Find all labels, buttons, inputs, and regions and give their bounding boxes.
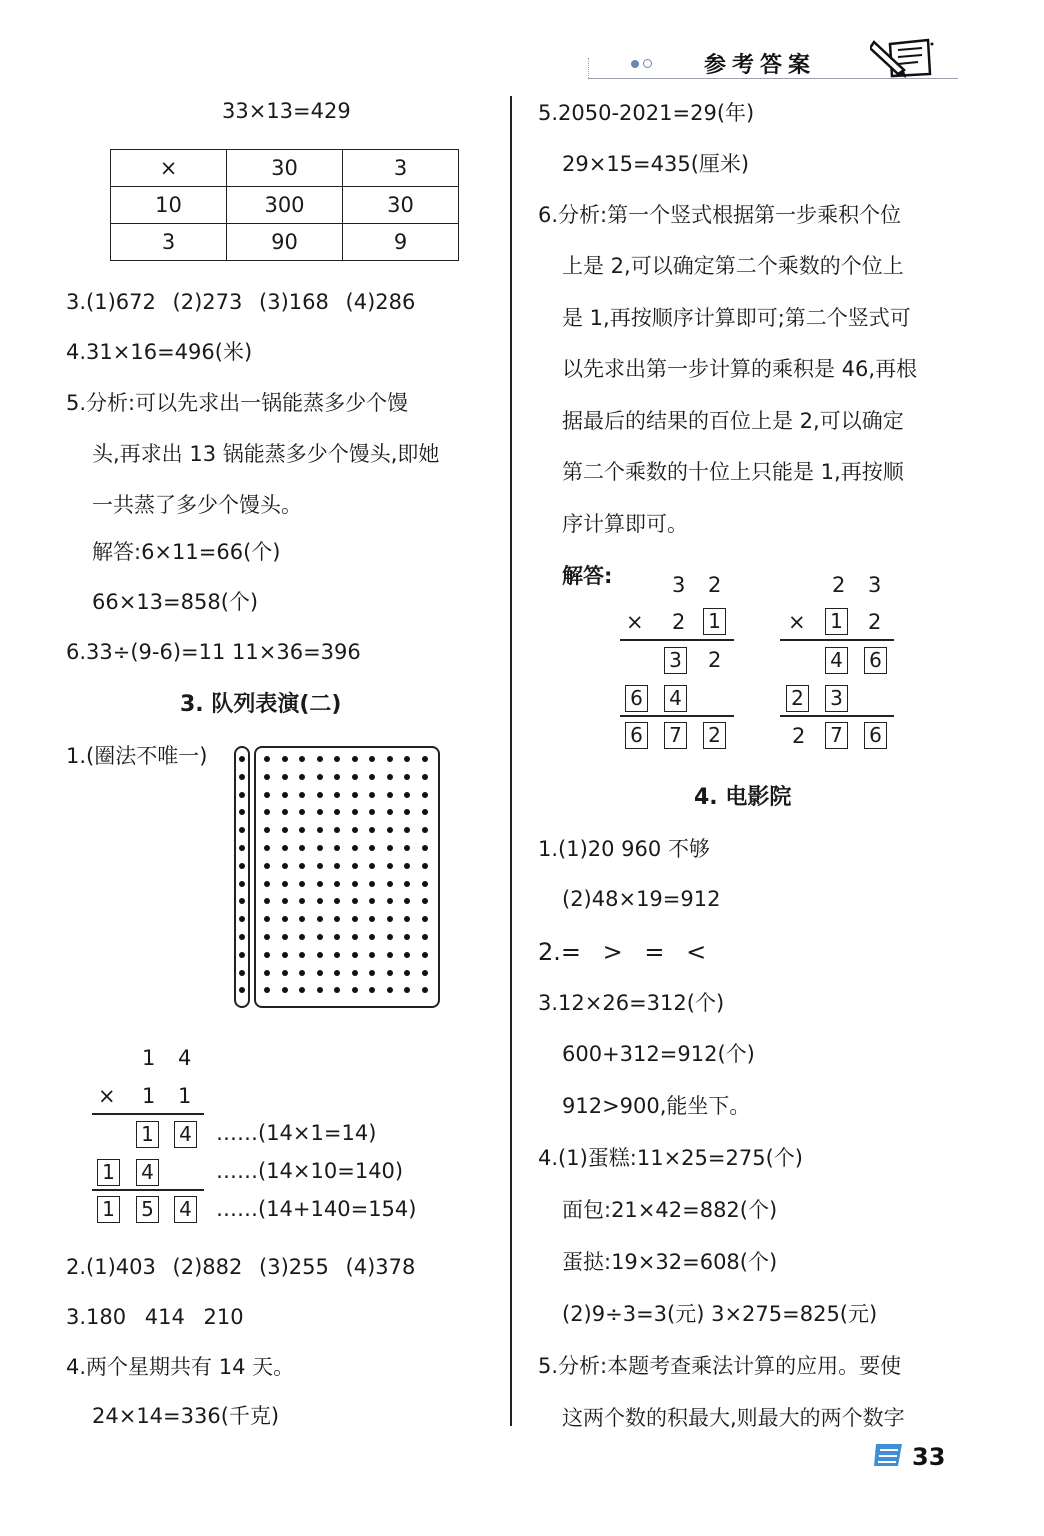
dot <box>369 970 375 976</box>
dot <box>404 916 410 922</box>
dot <box>334 863 340 869</box>
dot <box>369 809 375 815</box>
dot <box>239 827 245 833</box>
dot <box>387 756 393 762</box>
dot <box>369 845 375 851</box>
dot <box>264 827 270 833</box>
dot <box>404 881 410 887</box>
dot <box>239 845 245 851</box>
dot <box>299 916 305 922</box>
dot <box>334 987 340 993</box>
vm-box: 6 <box>864 722 887 749</box>
header-dot-ring <box>643 59 652 68</box>
table-cell: 3 <box>111 224 227 261</box>
dot <box>352 809 358 815</box>
analysis-line: 头,再求出 13 锅能蒸多少个馒头,即她 <box>92 442 440 466</box>
dot <box>387 987 393 993</box>
vm-digit: 1 <box>178 1084 192 1108</box>
vm-operator: × <box>626 610 644 634</box>
dot <box>369 898 375 904</box>
header-decoration <box>588 58 599 78</box>
dot <box>334 916 340 922</box>
dot <box>317 774 323 780</box>
vm-operator: × <box>98 1084 116 1108</box>
header-dot-filled <box>631 60 639 68</box>
dot <box>264 809 270 815</box>
dot <box>352 898 358 904</box>
dot <box>299 881 305 887</box>
dot <box>352 792 358 798</box>
dot <box>317 756 323 762</box>
pencil-notebook-icon <box>870 34 938 80</box>
dot <box>282 827 288 833</box>
dot <box>317 845 323 851</box>
dot <box>404 845 410 851</box>
answer-line: 600+312=912(个) <box>562 1042 755 1066</box>
analysis-line: 6.分析:第一个竖式根据第一步乘积个位 <box>538 203 902 227</box>
dot <box>334 774 340 780</box>
answer-line: (2)9÷3=3(元) 3×275=825(元) <box>562 1302 878 1326</box>
dot <box>352 881 358 887</box>
dot <box>282 881 288 887</box>
vm-digit: 2 <box>708 573 722 597</box>
dot <box>264 863 270 869</box>
solution-line: 66×13=858(个) <box>92 590 259 614</box>
answer-line: 5.2050-2021=29(年) <box>538 101 755 125</box>
answer-line: 3.180 414 210 <box>66 1305 244 1329</box>
dot <box>299 898 305 904</box>
dot <box>334 881 340 887</box>
dot <box>317 881 323 887</box>
vm-box: 3 <box>825 685 848 712</box>
table-cell: × <box>111 150 227 187</box>
dot <box>387 952 393 958</box>
vm-digit: 2 <box>832 573 846 597</box>
dot <box>239 756 245 762</box>
vm-box: 1 <box>97 1196 120 1223</box>
analysis-line: 第二个乘数的十位上只能是 1,再按顺 <box>562 460 904 484</box>
vm-box: 2 <box>703 722 726 749</box>
dot <box>239 952 245 958</box>
vm-note: ……(14+140=154) <box>216 1197 417 1221</box>
dot <box>299 863 305 869</box>
solution-label: 解答: <box>562 564 613 588</box>
vm-box: 4 <box>136 1159 159 1186</box>
dot <box>369 987 375 993</box>
vm-box: 1 <box>97 1159 120 1186</box>
vm-digit: 2 <box>672 610 686 634</box>
vm-note: ……(14×10=140) <box>216 1159 404 1183</box>
solution-line: 24×14=336(千克) <box>92 1404 280 1428</box>
vm-rule <box>620 639 734 641</box>
answer-line: 2.(1)403 (2)882 (3)255 (4)378 <box>66 1255 416 1279</box>
table-cell: 9 <box>343 224 459 261</box>
dot <box>404 934 410 940</box>
dot <box>387 916 393 922</box>
dot <box>334 827 340 833</box>
vm-digit: 2 <box>708 648 722 672</box>
dot <box>369 774 375 780</box>
section-title: 4. 电影院 <box>694 785 792 810</box>
dot <box>369 792 375 798</box>
dot <box>282 792 288 798</box>
dot <box>282 970 288 976</box>
dot <box>334 952 340 958</box>
dot <box>334 934 340 940</box>
dot <box>369 881 375 887</box>
dot <box>282 863 288 869</box>
dot <box>282 845 288 851</box>
table-cell: 3 <box>343 150 459 187</box>
dot <box>387 934 393 940</box>
equation-line: 33×13=429 <box>222 99 351 123</box>
vm-box: 4 <box>664 685 687 712</box>
dot <box>352 987 358 993</box>
dot <box>352 863 358 869</box>
dot <box>239 863 245 869</box>
dot <box>352 916 358 922</box>
vm-note: ……(14×1=14) <box>216 1121 377 1145</box>
dot <box>264 774 270 780</box>
vm-rule <box>92 1113 204 1115</box>
table-cell: 300 <box>227 187 343 224</box>
dot <box>387 970 393 976</box>
dot <box>387 827 393 833</box>
answer-line: 1.(1)20 960 不够 <box>538 837 710 861</box>
dot <box>352 774 358 780</box>
vm-box: 6 <box>625 685 648 712</box>
dot <box>282 809 288 815</box>
dot <box>404 898 410 904</box>
vm-box: 6 <box>864 647 887 674</box>
dot <box>299 774 305 780</box>
dot <box>264 987 270 993</box>
table-row <box>111 224 459 261</box>
dot <box>404 792 410 798</box>
dot <box>404 863 410 869</box>
dot <box>404 827 410 833</box>
dot <box>299 756 305 762</box>
answer-line: 3.12×26=312(个) <box>538 991 725 1015</box>
table-row <box>111 187 459 224</box>
dot <box>282 774 288 780</box>
answer-line: 蛋挞:19×32=608(个) <box>562 1250 778 1274</box>
dot <box>317 827 323 833</box>
dot <box>369 863 375 869</box>
dot <box>264 845 270 851</box>
dot <box>299 970 305 976</box>
analysis-line: 序计算即可。 <box>562 512 688 536</box>
dot <box>404 809 410 815</box>
dot <box>387 863 393 869</box>
vm-digit: 4 <box>178 1046 192 1070</box>
dot <box>422 863 428 869</box>
dot <box>282 898 288 904</box>
answer-line: 29×15=435(厘米) <box>562 152 750 176</box>
dot <box>387 898 393 904</box>
dot <box>239 792 245 798</box>
vm-box: 6 <box>625 722 648 749</box>
dot <box>422 898 428 904</box>
multiplication-grid <box>110 149 459 261</box>
dot <box>264 916 270 922</box>
header-title: 参考答案 <box>704 53 817 78</box>
vm-box: 4 <box>825 647 848 674</box>
dot <box>422 774 428 780</box>
dot <box>317 970 323 976</box>
dot <box>239 774 245 780</box>
dot <box>239 916 245 922</box>
vm-digit: 2 <box>792 724 806 748</box>
dot <box>264 756 270 762</box>
analysis-line: 上是 2,可以确定第二个乘数的个位上 <box>562 254 904 278</box>
vm-box: 1 <box>136 1121 159 1148</box>
dot <box>299 792 305 798</box>
dot <box>334 845 340 851</box>
analysis-line: 这两个数的积最大,则最大的两个数字 <box>562 1406 905 1430</box>
dot <box>282 756 288 762</box>
dot <box>282 916 288 922</box>
dot <box>422 934 428 940</box>
answer-line: 面包:21×42=882(个) <box>562 1198 778 1222</box>
dot <box>422 881 428 887</box>
answer-line: 3.(1)672 (2)273 (3)168 (4)286 <box>66 290 416 314</box>
dot <box>239 881 245 887</box>
dot <box>299 809 305 815</box>
dot <box>404 970 410 976</box>
table-cell: 90 <box>227 224 343 261</box>
answer-line: 4.两个星期共有 14 天。 <box>66 1355 295 1379</box>
dot <box>317 987 323 993</box>
vm-box: 2 <box>786 685 809 712</box>
vm-box: 7 <box>664 722 687 749</box>
vm-rule <box>620 715 734 717</box>
dot <box>404 774 410 780</box>
dot-array-circled <box>254 746 440 1008</box>
dot <box>317 792 323 798</box>
dot <box>334 809 340 815</box>
dot <box>422 809 428 815</box>
vm-rule <box>780 639 894 641</box>
dot <box>369 952 375 958</box>
solution-line: 解答:6×11=66(个) <box>92 540 281 564</box>
dot <box>387 792 393 798</box>
dot <box>299 934 305 940</box>
dot <box>369 756 375 762</box>
dot <box>387 845 393 851</box>
dot <box>404 756 410 762</box>
dot <box>264 792 270 798</box>
answer-line: 6.33÷(9-6)=11 11×36=396 <box>66 640 361 664</box>
dot <box>352 845 358 851</box>
dot <box>422 987 428 993</box>
analysis-line: 据最后的结果的百位上是 2,可以确定 <box>562 409 904 433</box>
dot <box>317 952 323 958</box>
dot <box>369 916 375 922</box>
section-title: 3. 队列表演(二) <box>180 692 342 717</box>
vm-digit: 3 <box>868 573 882 597</box>
vm-box: 1 <box>703 608 726 635</box>
dot-column-circled <box>234 746 250 1008</box>
analysis-line: 是 1,再按顺序计算即可;第二个竖式可 <box>562 306 911 330</box>
dot <box>387 774 393 780</box>
vm-box: 7 <box>825 722 848 749</box>
dot <box>387 809 393 815</box>
dot <box>264 881 270 887</box>
answer-line: 4.(1)蛋糕:11×25=275(个) <box>538 1146 803 1170</box>
dot <box>317 916 323 922</box>
analysis-line: 5.分析:本题考查乘法计算的应用。要使 <box>538 1354 902 1378</box>
vm-box: 4 <box>174 1196 197 1223</box>
dot <box>334 898 340 904</box>
dot <box>334 792 340 798</box>
table-row <box>111 150 459 187</box>
dot <box>352 934 358 940</box>
dot <box>422 792 428 798</box>
dot <box>422 756 428 762</box>
dot <box>299 845 305 851</box>
dot <box>282 934 288 940</box>
dot <box>239 809 245 815</box>
answer-line: (2)48×19=912 <box>562 887 721 911</box>
analysis-line: 一共蒸了多少个馒头。 <box>92 493 302 517</box>
dot <box>299 952 305 958</box>
dot <box>369 934 375 940</box>
dot <box>317 809 323 815</box>
dot <box>299 987 305 993</box>
dot <box>422 952 428 958</box>
dot <box>422 970 428 976</box>
dot <box>422 827 428 833</box>
dot <box>369 827 375 833</box>
dot <box>334 970 340 976</box>
vm-digit: 2 <box>868 610 882 634</box>
dot <box>299 827 305 833</box>
dot <box>239 987 245 993</box>
dot <box>422 916 428 922</box>
dot <box>404 952 410 958</box>
column-divider <box>510 96 512 1426</box>
vm-box: 3 <box>664 647 687 674</box>
dot <box>264 970 270 976</box>
vm-rule <box>780 715 894 717</box>
answer-line: 4.31×16=496(米) <box>66 340 253 364</box>
vm-box: 1 <box>825 608 848 635</box>
vm-digit: 3 <box>672 573 686 597</box>
vm-digit: 1 <box>142 1046 156 1070</box>
analysis-line: 以先求出第一步计算的乘积是 46,再根 <box>562 357 918 381</box>
dot <box>239 934 245 940</box>
dot <box>352 756 358 762</box>
table-cell: 10 <box>111 187 227 224</box>
table-cell: 30 <box>227 150 343 187</box>
dot <box>334 756 340 762</box>
dot <box>317 863 323 869</box>
dot <box>404 987 410 993</box>
answer-line: 1.(圈法不唯一) <box>66 744 208 768</box>
dot <box>264 898 270 904</box>
dot <box>317 934 323 940</box>
dot <box>352 970 358 976</box>
table-cell: 30 <box>343 187 459 224</box>
answer-line: 912>900,能坐下。 <box>562 1094 751 1118</box>
dot <box>422 845 428 851</box>
dot <box>282 987 288 993</box>
vm-box: 4 <box>174 1121 197 1148</box>
answer-line: 2.= > = < <box>538 938 707 966</box>
dot <box>264 952 270 958</box>
analysis-line: 5.分析:可以先求出一锅能蒸多少个馒 <box>66 391 409 415</box>
dot <box>387 881 393 887</box>
dot <box>264 934 270 940</box>
vm-operator: × <box>788 610 806 634</box>
dot <box>239 970 245 976</box>
dot <box>239 898 245 904</box>
dot <box>352 827 358 833</box>
dot <box>317 898 323 904</box>
vm-rule <box>92 1189 204 1191</box>
dot <box>282 952 288 958</box>
page-number: 33 <box>912 1443 946 1471</box>
dot <box>352 952 358 958</box>
vm-box: 5 <box>136 1196 159 1223</box>
vm-digit: 1 <box>142 1084 156 1108</box>
